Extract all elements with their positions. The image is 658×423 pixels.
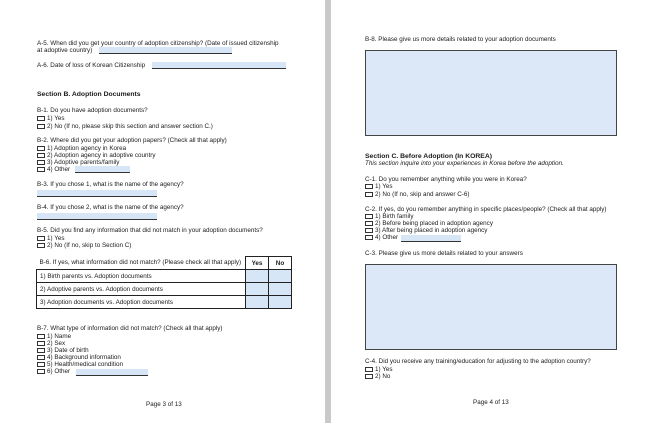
col-yes: Yes (246, 257, 269, 270)
option-label: 1) Yes (47, 115, 65, 122)
option-label: 3) Date of birth (47, 347, 89, 354)
option-label: 4) Background information (47, 354, 121, 361)
checkbox-b2-1[interactable] (37, 146, 45, 151)
checkbox-c4-no[interactable] (365, 374, 373, 379)
checkbox-b7-2[interactable] (37, 341, 45, 346)
option-label: 2) Adoption agency in adoptive country (47, 152, 156, 159)
checkbox-c2-1[interactable] (365, 214, 373, 219)
b6-row1-no-cell[interactable] (269, 270, 292, 283)
page-3 (0, 0, 325, 423)
question-c3: C-3. Please give us more details related to your answers (365, 250, 523, 257)
question-b1: B-1. Do you have adoption documents? (37, 107, 148, 114)
question-b5: B-5. Did you find any information that did not match in your adoption documents? (37, 227, 263, 234)
question-c2: C-2. If yes, do you remember anything in specific places/people? (Check all that apply) (365, 206, 607, 213)
page-4 (331, 0, 658, 423)
checkbox-b2-2[interactable] (37, 153, 45, 158)
question-b3: B-3. If you chose 1, what is the name of the agency? (37, 181, 184, 188)
option-label: 1) Yes (375, 183, 393, 190)
checkbox-b7-3[interactable] (37, 348, 45, 353)
checkbox-b7-4[interactable] (37, 355, 45, 360)
option-label: 4) Other (47, 166, 71, 173)
page-number: Page 4 of 13 (473, 399, 509, 406)
option-label: 1) Yes (47, 235, 65, 242)
checkbox-c2-4[interactable] (365, 235, 373, 240)
checkbox-c4-yes[interactable] (365, 367, 373, 372)
question-a5 (37, 40, 279, 47)
checkbox-c1-yes[interactable] (365, 184, 373, 189)
option-label: 5) Health/medical condition (47, 361, 123, 368)
b6-row3-no-cell[interactable] (269, 296, 292, 309)
c3-answer-box[interactable] (365, 264, 617, 350)
section-b-title: Section B. Adoption Documents (37, 91, 141, 98)
checkbox-c1-no[interactable] (365, 192, 373, 197)
b2-other-field[interactable] (75, 166, 130, 173)
question-b4: B-4. If you chose 2, what is the name of the agency? (37, 204, 184, 211)
option-label: 2) Before being placed in adoption agency (375, 220, 493, 227)
question-b8: B-8. Please give us more details related to your adoption documents (365, 36, 556, 43)
table-row (37, 296, 292, 309)
b8-answer-box[interactable] (365, 50, 617, 136)
b7-other-field[interactable] (76, 369, 148, 376)
option-label: 1) Name (47, 333, 72, 340)
section-c-subtitle: This section inquire into your experiences in Korea before the adoption. (365, 160, 564, 167)
checkbox-c2-2[interactable] (365, 221, 373, 226)
b6-question-cell: B-6. If yes, what information did not match? (Please check all that apply) (37, 257, 246, 270)
table-row (37, 270, 292, 283)
question-c4: C-4. Did you receive any training/education for adjusting to the adoption country? (365, 358, 591, 365)
checkbox-b7-1[interactable] (37, 334, 45, 339)
option-label: 2) No (If no, please skip this section and answer section C.) (47, 123, 213, 130)
question-c1: C-1. Do you remember anything while you were in Korea? (365, 176, 527, 183)
table-row (37, 283, 292, 296)
option-label: 1) Adoption agency in Korea (47, 145, 127, 152)
a6-answer-field[interactable] (152, 62, 286, 69)
question-b2: B-2. Where did you get your adoption papers? (Check all that apply) (37, 137, 227, 144)
c2-other-field[interactable] (401, 235, 461, 242)
option-label: 4) Other (375, 234, 399, 241)
table-header-row (37, 257, 292, 270)
section-c-title: Section C. Before Adoption (In KOREA) (365, 153, 492, 160)
a5-answer-field[interactable] (99, 47, 232, 54)
checkbox-b7-5[interactable] (37, 362, 45, 367)
option-label: 1) Yes (375, 366, 393, 373)
checkbox-b1-yes[interactable] (37, 116, 45, 121)
b6-row2-yes-cell[interactable] (246, 283, 269, 296)
checkbox-b7-6[interactable] (37, 369, 45, 374)
row-label: 1) Birth parents vs. Adoption documents (37, 270, 246, 283)
option-label: 2) No (375, 373, 391, 380)
checkbox-c2-3[interactable] (365, 228, 373, 233)
question-a5-line2: at adoptive country) (37, 47, 93, 54)
option-label: 2) No (If no, skip to Section C) (47, 242, 132, 249)
b4-answer-field[interactable] (37, 213, 157, 220)
option-label: 3) After being placed in adoption agency (375, 227, 488, 234)
question-b7: B-7. What type of information did not match? (Check all that apply) (37, 325, 223, 332)
row-label: 3) Adoption documents vs. Adoption documents (37, 296, 246, 309)
checkbox-b2-4[interactable] (37, 167, 45, 172)
checkbox-b5-no[interactable] (37, 243, 45, 248)
row-label: 2) Adoptive parents vs. Adoption documents (37, 283, 246, 296)
question-a5-line1: A-5. When did you get your country of adoption citizenship? (Date of issued citizenship (37, 40, 279, 47)
checkbox-b1-no[interactable] (37, 124, 45, 129)
col-no: No (269, 257, 292, 270)
b6-table (36, 256, 292, 309)
question-a6: A-6. Date of loss of Korean Citizenship (37, 62, 146, 69)
b6-row1-yes-cell[interactable] (246, 270, 269, 283)
b3-answer-field[interactable] (37, 190, 157, 197)
option-label: 2) Sex (47, 340, 66, 347)
option-label: 6) Other (47, 368, 71, 375)
page-number: Page 3 of 13 (146, 401, 182, 408)
option-label: 2) No (If no, skip and answer C-6) (375, 191, 470, 198)
b6-row3-yes-cell[interactable] (246, 296, 269, 309)
b6-row2-no-cell[interactable] (269, 283, 292, 296)
checkbox-b5-yes[interactable] (37, 236, 45, 241)
option-label: 1) Birth family (375, 213, 414, 220)
option-label: 3) Adoptive parents/family (47, 159, 120, 166)
checkbox-b2-3[interactable] (37, 160, 45, 165)
